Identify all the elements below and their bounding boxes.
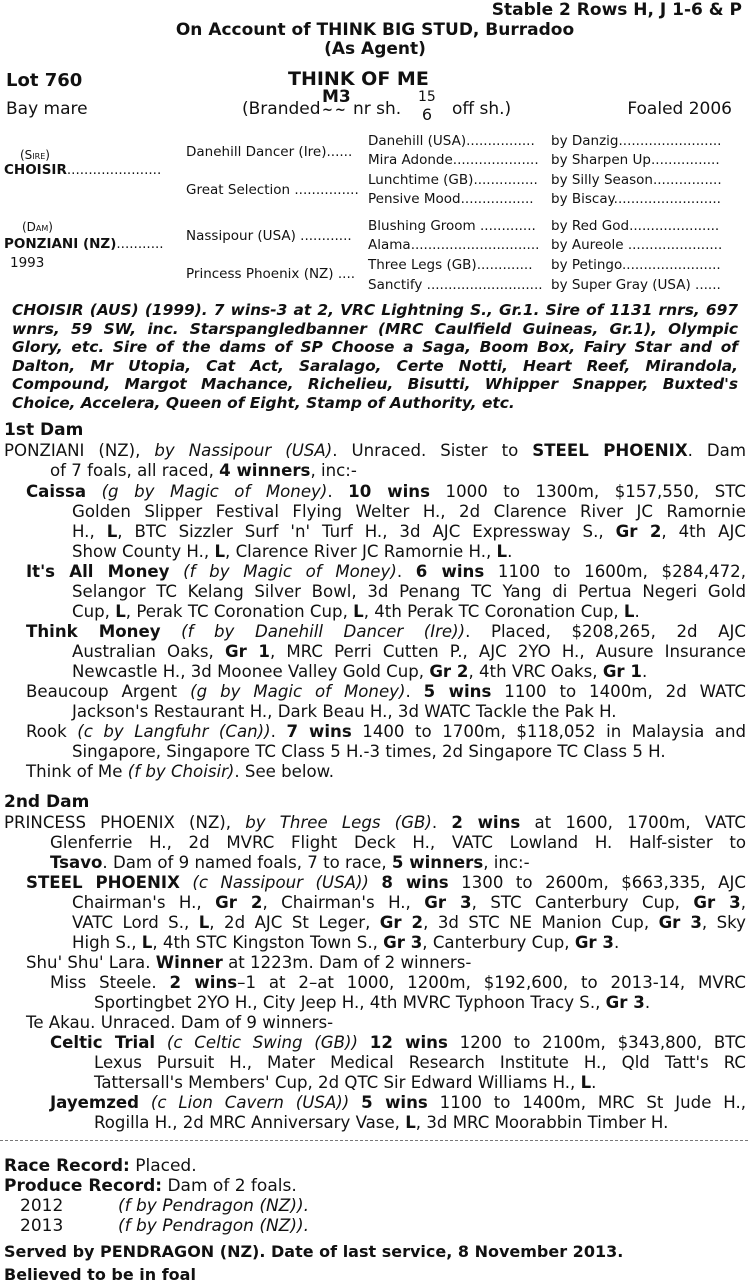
second-dam-heading: 2nd Dam <box>4 792 90 812</box>
pedigree-gen4: by Super Gray (USA) ...... <box>551 277 721 293</box>
pedigree-gen4: by Danzig........................ <box>551 133 722 149</box>
progeny-think-of-me: Think of Me (f by Choisir). See below. <box>26 762 334 781</box>
pedigree-gen2: Danehill Dancer (Ire)...... <box>186 144 353 160</box>
race-record: Race Record: Placed. <box>4 1156 197 1176</box>
in-foal-status: Believed to be in foal <box>4 1265 196 1284</box>
produce-desc: (f by Pendragon (NZ)). <box>118 1216 309 1236</box>
pedigree-gen2: Nassipour (USA) ............ <box>186 228 352 244</box>
first-dam-intro-cont: of 7 foals, all raced, 4 winners, inc:- <box>50 461 357 480</box>
pedigree-gen3: Sanctify ........................... <box>368 277 543 293</box>
pedigree-gen3: Pensive Mood................. <box>368 191 534 207</box>
brand-mark-icon: M3 ~~ <box>322 87 351 118</box>
pedigree-gen4: by Biscay......................... <box>551 191 721 207</box>
sire-name: CHOISIR...................... <box>4 162 162 178</box>
sire-label: (Sire) <box>20 148 50 162</box>
pedigree-gen4: by Sharpen Up................ <box>551 152 720 168</box>
pedigree-gen2: Great Selection ............... <box>186 182 359 198</box>
pedigree-gen4: by Red God..................... <box>551 218 720 234</box>
brand-open: (Branded <box>242 99 321 119</box>
brand-bottom: 6 <box>421 105 432 124</box>
brand-off-side: off sh.) <box>452 99 512 119</box>
dam-label: (Dam) <box>22 220 53 234</box>
progeny-te-akau: Te Akau. Unraced. Dam of 9 winners- <box>26 1013 334 1032</box>
horse-name: THINK OF ME <box>288 68 429 90</box>
brand-mark-text: M3 <box>322 87 351 107</box>
pedigree-gen3: Danehill (USA)................ <box>368 133 535 149</box>
pedigree-gen3: Alama.............................. <box>368 237 540 253</box>
lot-number: Lot 760 <box>6 70 83 91</box>
horse-description: Bay mare <box>6 99 88 119</box>
pedigree-gen4: by Aureole ...................... <box>551 237 723 253</box>
produce-desc: (f by Pendragon (NZ)). <box>118 1196 309 1216</box>
dam-year: 1993 <box>10 255 45 271</box>
produce-record: Produce Record: Dam of 2 foals. <box>4 1176 297 1196</box>
vendor-account: On Account of THINK BIG STUD, Burradoo <box>175 20 575 40</box>
agent-note: (As Agent) <box>324 39 426 59</box>
progeny-shu-shu-lara: Shu' Shu' Lara. Winner at 1223m. Dam of 2 winners- <box>26 953 472 972</box>
foaled-year: Foaled 2006 <box>627 99 732 119</box>
first-dam-intro: PONZIANI (NZ), by Nassipour (USA). Unraced. Sister to STEEL PHOENIX. Dam <box>4 441 746 460</box>
produce-year: 2013 <box>20 1216 64 1236</box>
pedigree-gen3: Lunchtime (GB)............... <box>368 172 538 188</box>
brand-fraction <box>418 89 436 123</box>
brand-near-side: nr sh. <box>353 99 402 119</box>
service-note: Served by PENDRAGON (NZ). Date of last service, 8 November 2013. <box>4 1242 624 1261</box>
first-dam-heading: 1st Dam <box>4 420 84 440</box>
stable-location: Stable 2 Rows H, J 1-6 & P <box>491 0 742 20</box>
pedigree-gen4: by Petingo....................... <box>551 257 721 273</box>
dam-name: PONZIANI (NZ)........... <box>4 236 164 252</box>
sire-summary: CHOISIR (AUS) (1999). 7 wins-3 at 2, VRC Lightning S., Gr.1. Sire of 1131 rnrs, 697 wnrs, 59 SW, inc. Starspangledbanner (MRC Caulfield Guineas, Gr.1), Olympic Glory, etc. Sire of the dams of SP Choose a Saga, Boom Box, Fairy Star and of Dalton, Mr Utopia, Cat Act, Saralago, Certe Notti, Heart Reef, Mirandola, Compound, Margot Machance, Richelieu, Bisutti, Whipper Snapper, Buxted's Choice, Accelera, Queen of Eight, Stamp of Authority, etc. <box>12 301 738 412</box>
produce-year: 2012 <box>20 1196 64 1216</box>
section-divider <box>0 1140 748 1141</box>
pedigree-gen3: Mira Adonde.................... <box>368 152 539 168</box>
pedigree-gen4: by Silly Season................ <box>551 172 722 188</box>
pedigree-gen3: Blushing Groom ............. <box>368 218 536 234</box>
pedigree-gen2: Princess Phoenix (NZ) .... <box>186 266 356 282</box>
brand-top: 15 <box>418 89 436 105</box>
pedigree-gen3: Three Legs (GB)............. <box>368 257 533 273</box>
